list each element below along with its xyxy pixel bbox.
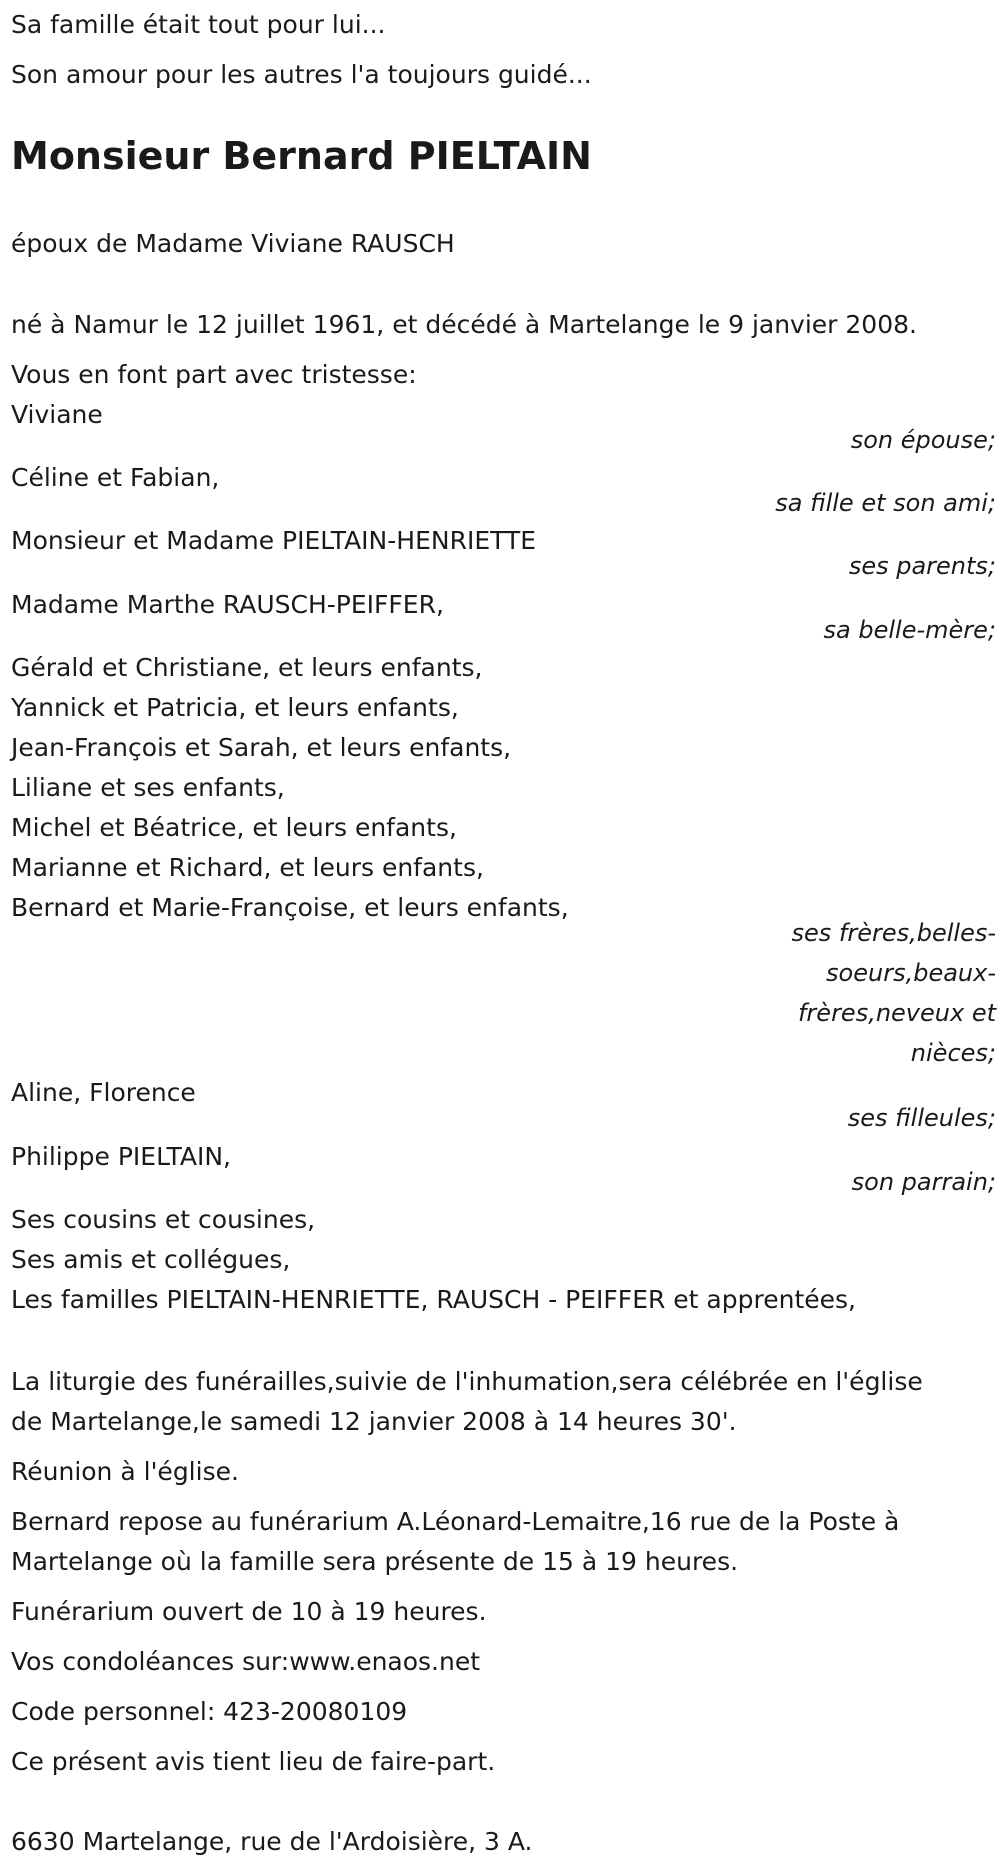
family-role: sa belle-mère; [823, 616, 996, 644]
repose-line-2: Martelange où la famille sera présente de 15 à 19 heures. [11, 1547, 739, 1576]
sibling-role-line: soeurs,beaux- [826, 959, 996, 987]
others-line: Ses amis et collégues, [11, 1245, 291, 1274]
sibling-line: Bernard et Marie-Françoise, et leurs enfants, [11, 893, 569, 922]
sibling-line: Marianne et Richard, et leurs enfants, [11, 853, 484, 882]
spouse-line: époux de Madame Viviane RAUSCH [11, 229, 455, 258]
liturgy-line-1: La liturgie des funérailles,suivie de l'inhumation,sera célébrée en l'église [11, 1367, 923, 1396]
sibling-line: Jean-François et Sarah, et leurs enfants, [11, 733, 512, 762]
liturgy-line-2: de Martelange,le samedi 12 janvier 2008 à 14 heures 30'. [11, 1407, 737, 1436]
funerarium-hours: Funérarium ouvert de 10 à 19 heures. [11, 1597, 487, 1626]
condolences-line: Vos condoléances sur:www.enaos.net [11, 1647, 481, 1676]
family-names: Céline et Fabian, [11, 463, 220, 492]
family-names: Monsieur et Madame PIELTAIN-HENRIETTE [11, 526, 537, 555]
sibling-line: Yannick et Patricia, et leurs enfants, [11, 693, 459, 722]
sibling-line: Gérald et Christiane, et leurs enfants, [11, 653, 483, 682]
sibling-line: Liliane et ses enfants, [11, 773, 285, 802]
sibling-role-line: ses frères,belles- [791, 919, 996, 947]
sibling-role-line: frères,neveux et [797, 999, 996, 1027]
sibling-line: Michel et Béatrice, et leurs enfants, [11, 813, 457, 842]
sibling-role-line: nièces; [910, 1039, 996, 1067]
others-line: Les familles PIELTAIN-HENRIETTE, RAUSCH - PEIFFER et apprentées, [11, 1285, 856, 1314]
godfather-role: son parrain; [851, 1168, 996, 1196]
notice-line: Ce présent avis tient lieu de faire-part. [11, 1747, 496, 1776]
address-line: 6630 Martelange, rue de l'Ardoisière, 3 A. [11, 1827, 533, 1856]
announcement-intro: Vous en font part avec tristesse: [11, 360, 417, 389]
family-role: ses parents; [848, 552, 996, 580]
family-role: son épouse; [850, 426, 996, 454]
godfather-names: Philippe PIELTAIN, [11, 1142, 232, 1171]
meeting-line: Réunion à l'église. [11, 1457, 239, 1486]
repose-line-1: Bernard repose au funérarium A.Léonard-Lemaitre,16 rue de la Poste à [11, 1507, 900, 1536]
birth-death-line: né à Namur le 12 juillet 1961, et décédé à Martelange le 9 janvier 2008. [11, 310, 917, 339]
personal-code: Code personnel: 423-20080109 [11, 1697, 408, 1726]
family-names: Viviane [11, 400, 103, 429]
deceased-name: Monsieur Bernard PIELTAIN [11, 134, 592, 178]
family-names: Madame Marthe RAUSCH-PEIFFER, [11, 590, 444, 619]
godchildren-role: ses filleules; [847, 1104, 996, 1132]
intro-line-1: Sa famille était tout pour lui... [11, 10, 386, 39]
family-role: sa fille et son ami; [775, 489, 996, 517]
intro-line-2: Son amour pour les autres l'a toujours guidé... [11, 60, 592, 89]
others-line: Ses cousins et cousines, [11, 1205, 316, 1234]
godchildren-names: Aline, Florence [11, 1078, 196, 1107]
